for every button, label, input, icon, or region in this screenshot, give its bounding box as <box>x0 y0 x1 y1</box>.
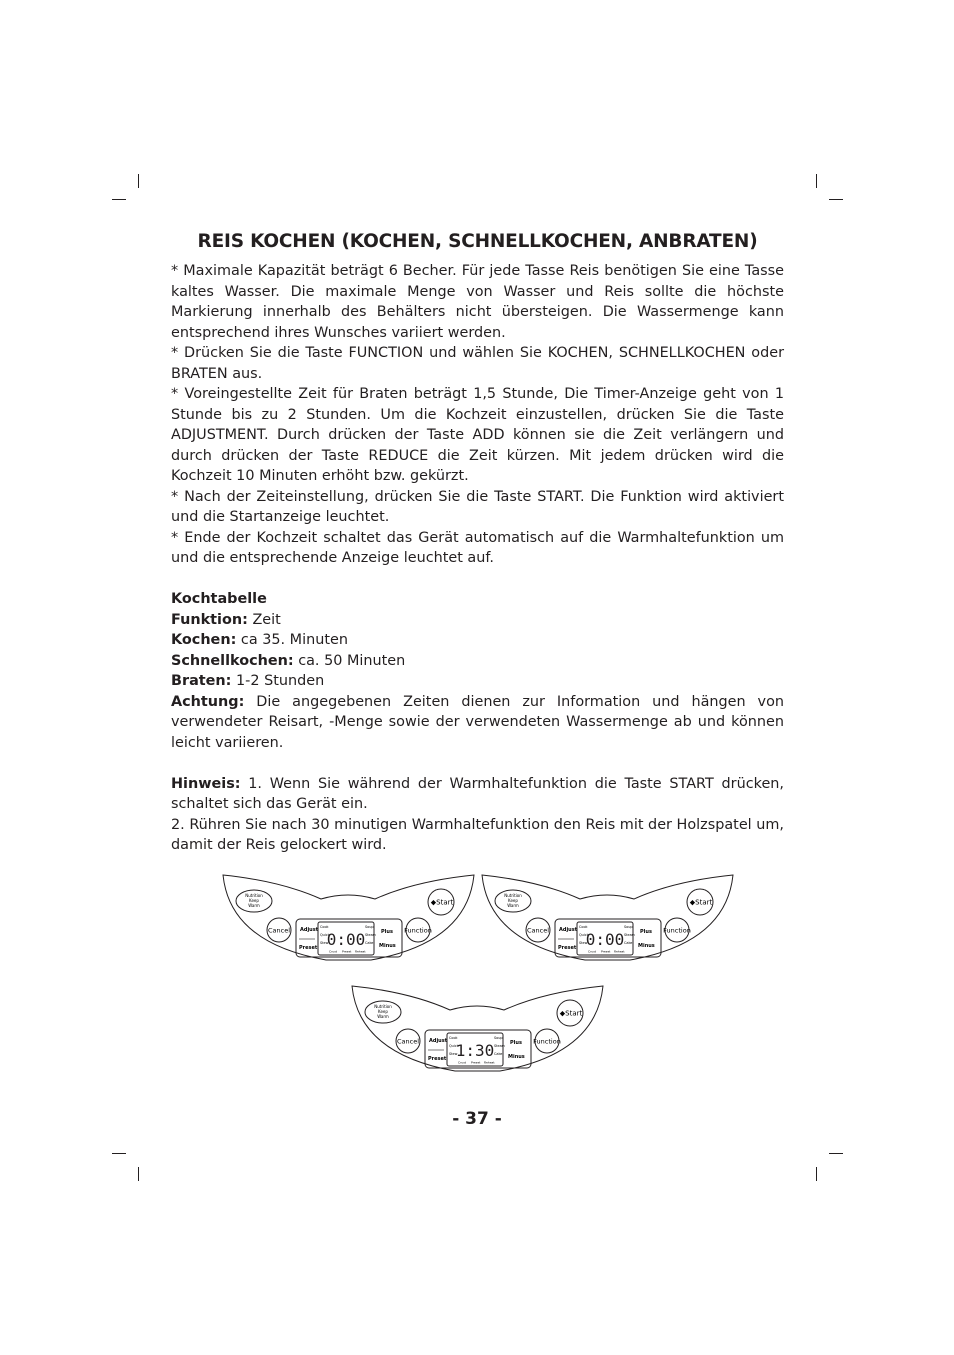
mode-indicator: Quick <box>320 933 330 937</box>
cancel-label: Cancel <box>267 926 291 935</box>
hint-label: Hinweis: <box>171 775 241 792</box>
warm-label: Warm <box>507 903 519 908</box>
start-label: ◆Start <box>689 898 713 907</box>
row-label: Braten: <box>171 673 232 689</box>
crop-mark <box>138 1167 139 1181</box>
row-value: Zeit <box>247 611 281 628</box>
crop-mark <box>816 1167 817 1181</box>
row-label: Funktion: <box>171 611 248 628</box>
preset-label: Preset <box>299 945 318 951</box>
hint-1 <box>171 774 784 815</box>
mode-indicator: Preset <box>471 1060 481 1065</box>
intro-paragraph: * Drücken Sie die Taste FUNCTION und wählen Sie KOCHEN, SCHNELLKOCHEN oder BRATEN aus. <box>171 345 784 382</box>
function-label: Function <box>663 926 691 935</box>
mode-indicator: Soup <box>494 1036 503 1040</box>
intro-paragraph: * Voreingestellte Zeit für Braten beträgt 1,5 Stunde, Die Timer-Anzeige geht von 1 Stunde bis zu 2 Stunden. Um die Kochzeit einzustellen, drücken Sie die Taste ADJUSTMENT. Durch drücken der Taste ADD können sie die Zeit verlängern und durch drücken der Taste REDUCE die Zeit kürzen. Mit jedem drücken wird die Kochzeit 10 Minuten erhöht bzw. gekürzt. <box>171 386 784 484</box>
body-text <box>171 261 784 856</box>
table-note <box>171 692 784 754</box>
function-label: Function <box>404 926 432 935</box>
mode-indicator: Cake <box>494 1052 503 1056</box>
mode-indicator: Preset <box>342 949 352 954</box>
table-row <box>171 651 784 672</box>
mode-indicator: Crust <box>458 1060 466 1065</box>
crop-mark <box>816 174 817 188</box>
table-row <box>171 671 784 692</box>
mode-indicator: Cook <box>449 1036 458 1040</box>
minus-label: Minus <box>379 943 396 949</box>
mode-indicator: Quick <box>579 933 589 937</box>
nutrition-label: Nutrition <box>245 893 263 898</box>
mode-indicator: Cook <box>320 925 329 929</box>
control-panel-illustration <box>221 873 476 963</box>
control-panel-illustration <box>350 984 605 1074</box>
mode-indicator: Preset <box>601 949 611 954</box>
plus-label: Plus <box>381 929 393 935</box>
timer-display: 1:30 <box>455 1041 495 1060</box>
mode-indicator: Steam <box>494 1044 505 1048</box>
intro-paragraph: * Ende der Kochzeit schaltet das Gerät automatisch auf die Warmhaltefunktion um und die entsprechende Anzeige leuchtet auf. <box>171 529 784 566</box>
note-label: Achtung: <box>171 693 245 710</box>
intro-paragraph: * Maximale Kapazität beträgt 6 Becher. Für jede Tasse Reis benötigen Sie eine Tasse kaltes Wasser. Die maximale Menge von Wasser und Reis sollte die höchste Markierung innerhalb des Behälters nicht übersteigen. Die Wassermenge kann entsprechend ihres Wunsches variiert werden. <box>171 263 784 341</box>
page-title: REIS KOCHEN (KOCHEN, SCHNELLKOCHEN, ANBRATEN) <box>197 231 758 252</box>
control-panel-illustration <box>480 873 735 963</box>
crop-mark <box>829 1153 843 1154</box>
start-label: ◆Start <box>430 898 454 907</box>
row-label: Kochen: <box>171 632 237 648</box>
mode-indicator: Cake <box>365 941 374 945</box>
table-row <box>171 630 784 651</box>
start-label: ◆Start <box>559 1009 583 1018</box>
timer-display: 0:00 <box>326 930 366 949</box>
mode-indicator: Steam <box>624 933 635 937</box>
row-label: Schnellkochen: <box>171 652 294 669</box>
crop-mark <box>112 1153 126 1154</box>
function-label: Function <box>533 1037 561 1046</box>
mode-indicator: Steam <box>365 933 376 937</box>
mode-indicator: Crust <box>329 949 337 954</box>
mode-indicator: Stew <box>449 1052 458 1056</box>
hint-2: 2. Rühren Sie nach 30 minutigen Warmhaltefunktion den Reis mit der Holzspatel um, damit der Reis gelockert wird. <box>171 816 784 853</box>
row-value: ca. 50 Minuten <box>293 652 406 669</box>
timer-display: 0:00 <box>585 930 625 949</box>
keep-label: Keep <box>508 898 518 903</box>
crop-mark <box>112 199 126 200</box>
crop-mark <box>829 199 843 200</box>
hint-text: 1. Wenn Sie während der Warmhaltefunktion die Taste START drücken, schaltet sich das Gerät ein. <box>171 775 784 812</box>
row-value: 1-2 Stunden <box>231 673 325 689</box>
table-row <box>171 610 784 631</box>
mode-indicator: Cook <box>579 925 588 929</box>
page-number: - 37 - <box>452 1109 502 1129</box>
mode-indicator: Stew <box>579 941 588 945</box>
warm-label: Warm <box>377 1014 389 1019</box>
table-heading: Kochtabelle <box>171 591 267 607</box>
nutrition-label: Nutrition <box>374 1004 392 1009</box>
warm-label: Warm <box>248 903 260 908</box>
mode-indicator: Stew <box>320 941 329 945</box>
intro-paragraph: * Nach der Zeiteinstellung, drücken Sie die Taste START. Die Funktion wird aktiviert und die Startanzeige leuchtet. <box>171 488 784 525</box>
mode-indicator: Quick <box>449 1044 459 1048</box>
adjust-label: Adjust <box>429 1038 448 1044</box>
minus-label: Minus <box>508 1054 525 1060</box>
cancel-label: Cancel <box>396 1037 420 1046</box>
cancel-label: Cancel <box>526 926 550 935</box>
mode-indicator: Reheat <box>484 1060 495 1065</box>
note-text: Die angegebenen Zeiten dienen zur Information und hängen von verwendeter Reisart, -Menge sowie der verwendeten Wassermenge ab und können leicht variieren. <box>171 693 784 751</box>
preset-label: Preset <box>428 1056 447 1062</box>
mode-indicator: Crust <box>588 949 596 954</box>
nutrition-label: Nutrition <box>504 893 522 898</box>
row-value: ca 35. Minuten <box>236 632 348 648</box>
keep-label: Keep <box>378 1009 388 1014</box>
keep-label: Keep <box>249 898 259 903</box>
adjust-label: Adjust <box>559 927 578 933</box>
crop-mark <box>138 174 139 188</box>
mode-indicator: Soup <box>365 925 374 929</box>
mode-indicator: Soup <box>624 925 633 929</box>
mode-indicator: Cake <box>624 941 633 945</box>
preset-label: Preset <box>558 945 577 951</box>
minus-label: Minus <box>638 943 655 949</box>
mode-indicator: Reheat <box>614 949 625 954</box>
plus-label: Plus <box>510 1040 522 1046</box>
mode-indicator: Reheat <box>355 949 366 954</box>
adjust-label: Adjust <box>300 927 319 933</box>
plus-label: Plus <box>640 929 652 935</box>
